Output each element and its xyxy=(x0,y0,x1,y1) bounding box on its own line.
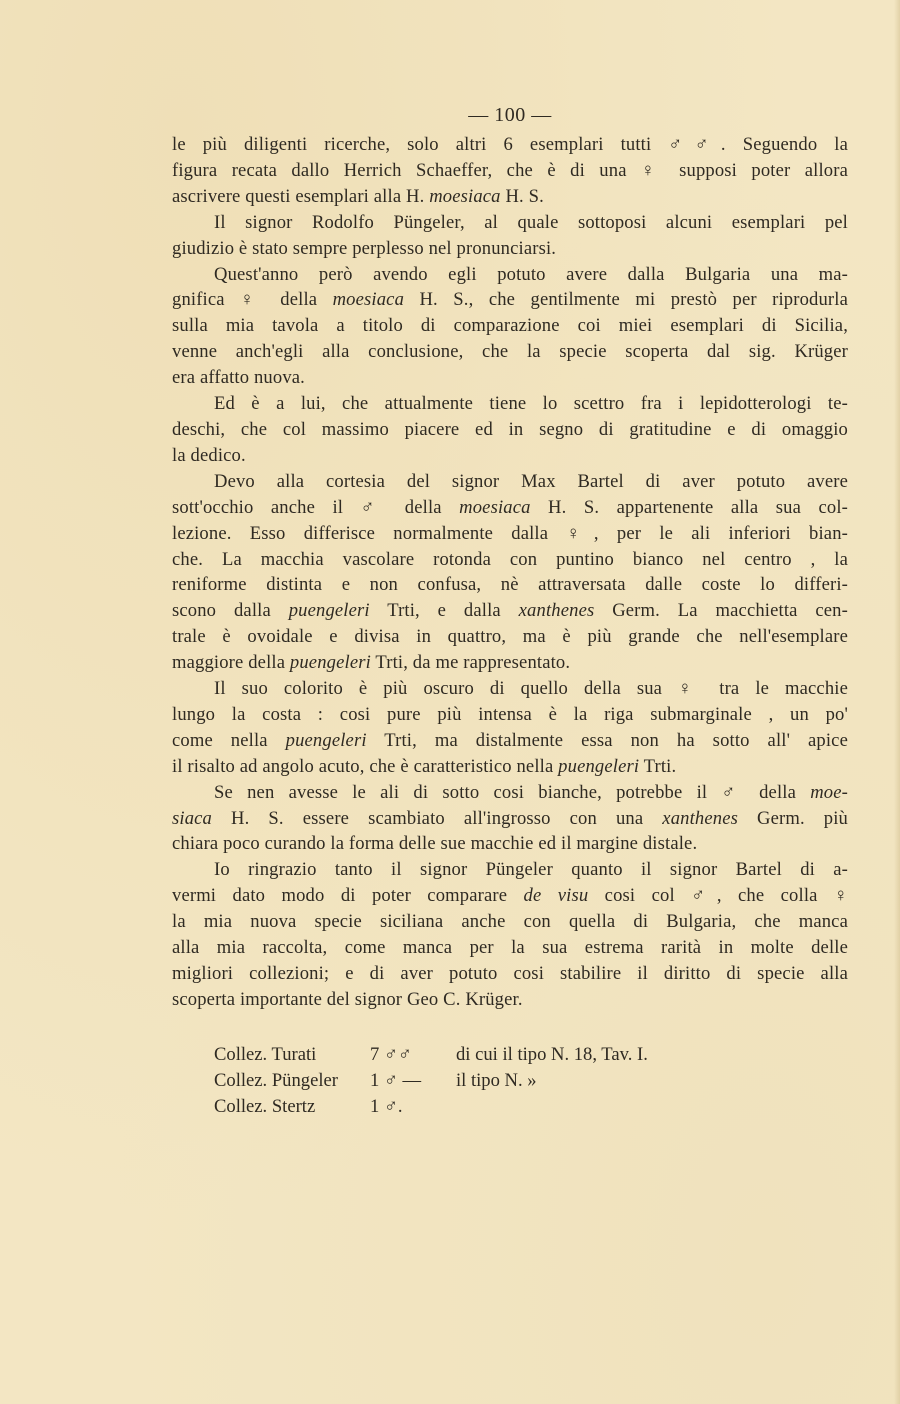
text-line: Il suo colorito è più oscuro di quello della sua ♀ tra le macchie xyxy=(214,678,848,700)
collection-note: il tipo N. » xyxy=(456,1069,537,1091)
text-line: migliori collezioni; e di aver potuto cosi stabilire il diritto di specie alla xyxy=(172,963,848,984)
text-line: reniforme distinta e non confusa, nè attraversata dalle coste lo differi- xyxy=(172,574,848,596)
text-line: Io ringrazio tanto il signor Püngeler quanto il signor Bartel di a- xyxy=(214,859,848,881)
paragraph xyxy=(172,780,848,858)
text-line: ascrivere questi esemplari alla H. moesiaca H. S. xyxy=(172,185,544,207)
document-page xyxy=(172,100,848,1120)
text-line: deschi, che col massimo piacere ed in segno di gratitudine e di omaggio xyxy=(172,418,848,440)
text-line: il risalto ad angolo acuto, che è caratteristico nella puengeleri Trti. xyxy=(172,755,677,777)
text-line: chiara poco curando la forma delle sue macchie ed il margine distale. xyxy=(172,833,698,855)
text-line: venne anch'egli alla conclusione, che la specie scoperta dal sig. Krüger xyxy=(172,341,848,363)
text-line: Il signor Rodolfo Püngeler, al quale sottoposi alcuni esemplari pel xyxy=(214,211,848,233)
paragraph xyxy=(172,132,848,210)
text-line: scono dalla puengeleri Trti, e dalla xanthenes Germ. La macchietta cen- xyxy=(172,600,848,622)
text-line: gnifica ♀ della moesiaca H. S., che gentilmente mi prestò per riprodurla xyxy=(172,289,848,311)
text-line: figura recata dallo Herrich Schaeffer, che è di una ♀ supposi poter allora xyxy=(172,159,848,181)
text-line: Quest'anno però avendo egli potuto avere dalla Bulgaria una ma- xyxy=(214,263,848,285)
collection-row xyxy=(214,1042,848,1068)
paragraph xyxy=(172,391,848,469)
collection-name: Collez. Stertz xyxy=(214,1095,316,1117)
text-line: che. La macchia vascolare rotonda con puntino bianco nel centro , la xyxy=(172,548,848,570)
text-line: scoperta importante del signor Geo C. Krüger. xyxy=(172,988,523,1010)
specimen-count: 1 ♂ — xyxy=(370,1069,422,1091)
text-line: lezione. Esso differisce normalmente dalla ♀, per le ali inferiori bian- xyxy=(172,522,848,544)
body-text xyxy=(172,132,848,1013)
paragraph xyxy=(172,469,848,676)
specimen-count: 7 ♂♂ xyxy=(370,1043,412,1065)
text-line: alla mia raccolta, come manca per la sua estrema rarità in molte delle xyxy=(172,937,848,959)
page-number: — 100 — xyxy=(468,104,552,126)
text-line: maggiore della puengeleri Trti, da me rappresentato. xyxy=(172,652,571,674)
text-line: Se nen avesse le ali di sotto cosi bianche, potrebbe il ♂ della moe- xyxy=(214,781,848,803)
text-line: Devo alla cortesia del signor Max Bartel di aver potuto avere xyxy=(214,470,848,492)
text-line: vermi dato modo di poter comparare de visu cosi col ♂, che colla ♀ xyxy=(172,885,849,907)
collection-name: Collez. Püngeler xyxy=(214,1069,338,1091)
paragraph xyxy=(172,857,848,1012)
text-line: giudizio è stato sempre perplesso nel pronunciarsi. xyxy=(172,237,557,259)
paragraph xyxy=(172,262,848,392)
text-line: sott'occhio anche il ♂ della moesiaca H. S. appartenente alla sua col- xyxy=(172,496,848,518)
paragraph xyxy=(172,676,848,780)
specimen-count: 1 ♂. xyxy=(370,1095,403,1117)
paragraph xyxy=(172,210,848,262)
text-line: Ed è a lui, che attualmente tiene lo scettro fra i lepidotterologi te- xyxy=(214,393,848,415)
text-line: era affatto nuova. xyxy=(172,367,305,389)
text-line: la dedico. xyxy=(172,444,246,466)
text-line: sulla mia tavola a titolo di comparazione coi miei esemplari di Sicilia, xyxy=(172,315,848,337)
collection-name: Collez. Turati xyxy=(214,1043,317,1065)
text-line: la mia nuova specie siciliana anche con quella di Bulgaria, che manca xyxy=(172,911,848,933)
page-edge-shadow xyxy=(894,0,900,1404)
collection-note: di cui il tipo N. 18, Tav. I. xyxy=(456,1043,648,1065)
collection-row xyxy=(214,1094,848,1120)
text-line: lungo la costa : cosi pure più intensa è la riga submarginale , un po' xyxy=(172,703,848,725)
text-line: come nella puengeleri Trti, ma distalmente essa non ha sotto all' apice xyxy=(172,729,848,751)
text-line: trale è ovoidale e divisa in quattro, ma è più grande che nell'esemplare xyxy=(172,626,848,648)
text-line: le più diligenti ricerche, solo altri 6 esemplari tutti ♂♂. Seguendo la xyxy=(172,134,848,155)
collection-row xyxy=(214,1068,848,1094)
text-line: siaca H. S. essere scambiato all'ingrosso con una xanthenes Germ. più xyxy=(172,807,848,829)
collections-list xyxy=(214,1042,848,1120)
